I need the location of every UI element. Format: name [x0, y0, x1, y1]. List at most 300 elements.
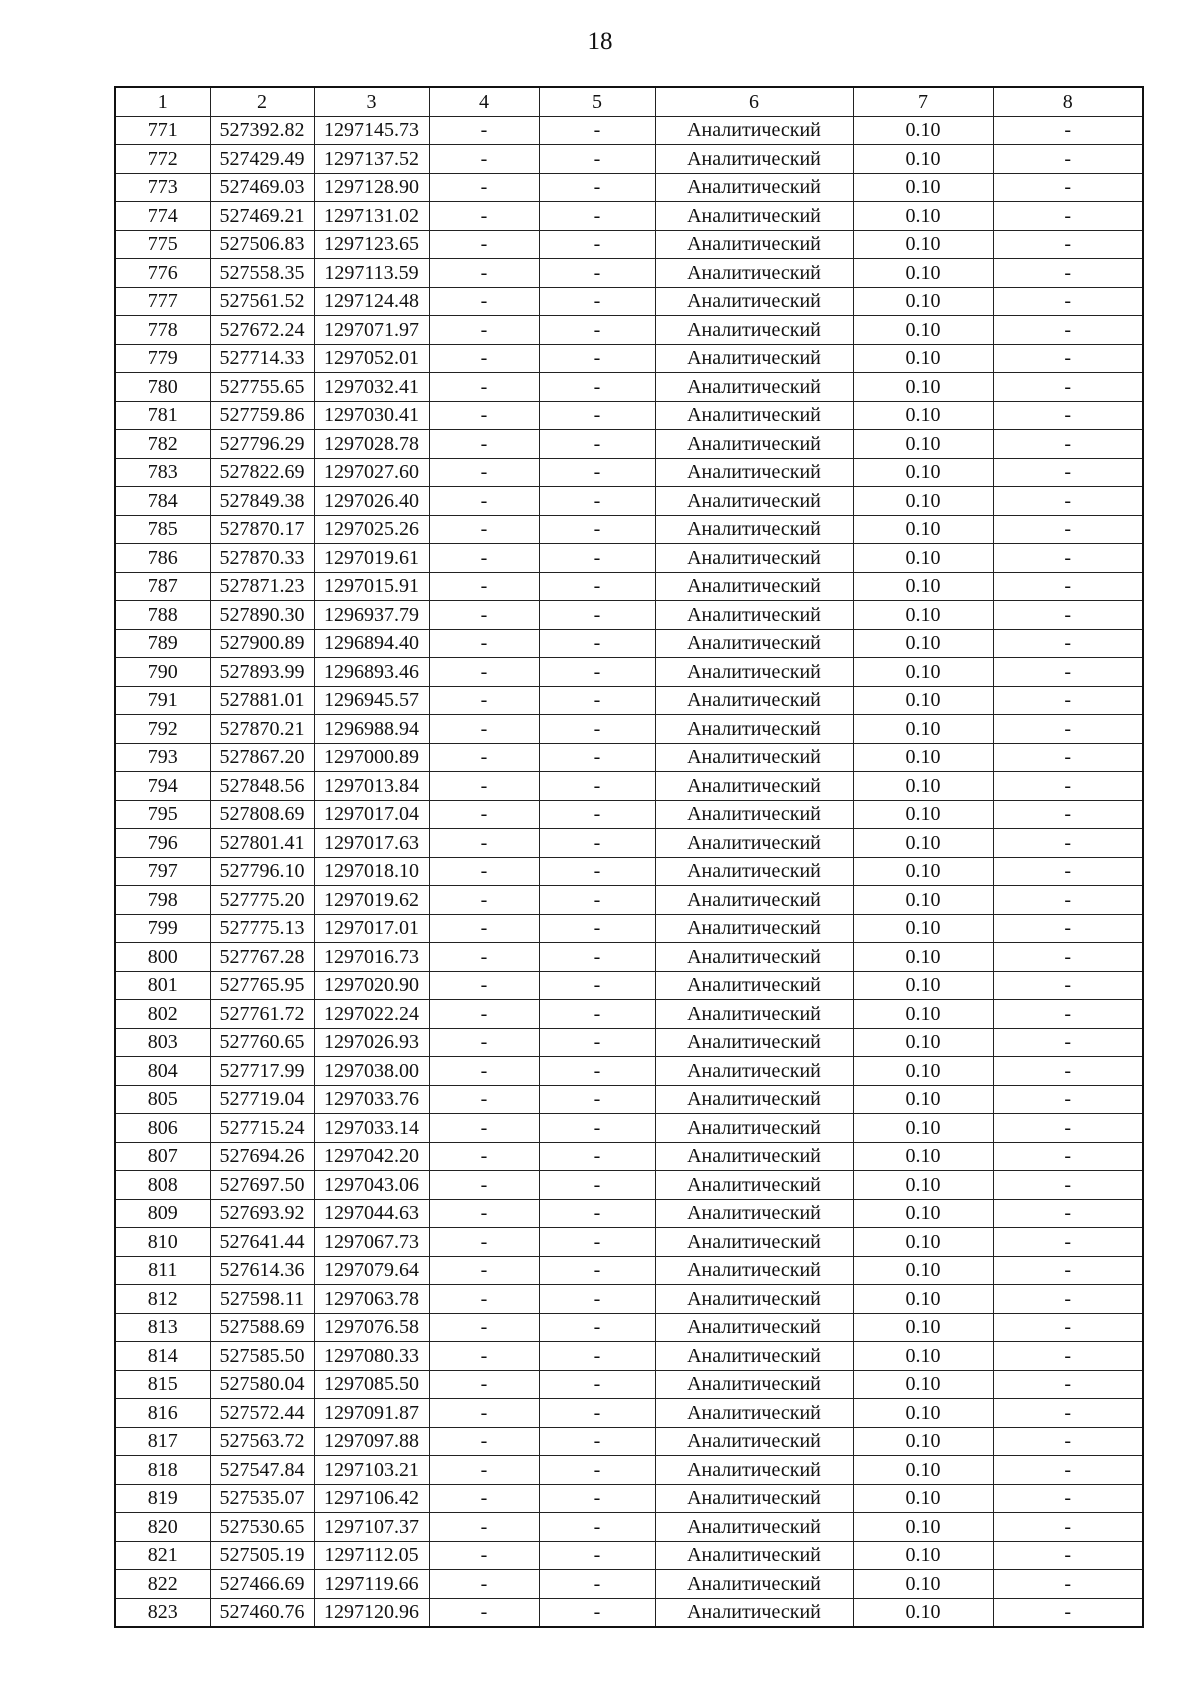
cell-col-x-coordinate: 527801.41 — [210, 829, 314, 858]
cell-col-method: Аналитический — [655, 715, 853, 744]
cell-col-accuracy: 0.10 — [853, 1228, 993, 1257]
cell-col-accuracy: 0.10 — [853, 886, 993, 915]
cell-col-accuracy: 0.10 — [853, 1256, 993, 1285]
table-row — [115, 1228, 1143, 1257]
cell-col-y-coordinate: 1297106.42 — [314, 1484, 429, 1513]
cell-col-4: - — [429, 259, 539, 288]
cell-col-x-coordinate: 527767.28 — [210, 943, 314, 972]
cell-col-x-coordinate: 527641.44 — [210, 1228, 314, 1257]
table-row — [115, 572, 1143, 601]
table-row — [115, 1199, 1143, 1228]
cell-col-x-coordinate: 527867.20 — [210, 743, 314, 772]
cell-col-8: - — [993, 401, 1143, 430]
cell-col-x-coordinate: 527822.69 — [210, 458, 314, 487]
table-row — [115, 1370, 1143, 1399]
cell-col-x-coordinate: 527796.29 — [210, 430, 314, 459]
table-row — [115, 1256, 1143, 1285]
cell-col-8: - — [993, 1313, 1143, 1342]
cell-col-y-coordinate: 1297027.60 — [314, 458, 429, 487]
cell-col-x-coordinate: 527870.17 — [210, 515, 314, 544]
cell-col-5: - — [539, 1570, 655, 1599]
cell-col-8: - — [993, 772, 1143, 801]
cell-col-8: - — [993, 430, 1143, 459]
cell-col-x-coordinate: 527505.19 — [210, 1541, 314, 1570]
table-row — [115, 230, 1143, 259]
cell-col-5: - — [539, 401, 655, 430]
cell-col-accuracy: 0.10 — [853, 1370, 993, 1399]
cell-col-point-number: 813 — [115, 1313, 210, 1342]
cell-col-x-coordinate: 527717.99 — [210, 1057, 314, 1086]
table-row — [115, 373, 1143, 402]
cell-col-4: - — [429, 857, 539, 886]
cell-col-5: - — [539, 230, 655, 259]
cell-col-method: Аналитический — [655, 1171, 853, 1200]
cell-col-x-coordinate: 527697.50 — [210, 1171, 314, 1200]
cell-col-y-coordinate: 1297015.91 — [314, 572, 429, 601]
cell-col-8: - — [993, 743, 1143, 772]
cell-col-8: - — [993, 800, 1143, 829]
cell-col-point-number: 804 — [115, 1057, 210, 1086]
table-row — [115, 715, 1143, 744]
cell-col-accuracy: 0.10 — [853, 344, 993, 373]
cell-col-point-number: 789 — [115, 629, 210, 658]
cell-col-x-coordinate: 527719.04 — [210, 1085, 314, 1114]
cell-col-x-coordinate: 527849.38 — [210, 487, 314, 516]
cell-col-8: - — [993, 1484, 1143, 1513]
table-row — [115, 287, 1143, 316]
cell-col-accuracy: 0.10 — [853, 971, 993, 1000]
cell-col-5: - — [539, 572, 655, 601]
cell-col-accuracy: 0.10 — [853, 173, 993, 202]
cell-col-method: Аналитический — [655, 373, 853, 402]
cell-col-point-number: 816 — [115, 1399, 210, 1428]
cell-col-y-coordinate: 1297145.73 — [314, 116, 429, 145]
cell-col-y-coordinate: 1296893.46 — [314, 658, 429, 687]
cell-col-8: - — [993, 373, 1143, 402]
cell-col-point-number: 776 — [115, 259, 210, 288]
cell-col-accuracy: 0.10 — [853, 487, 993, 516]
table-row — [115, 743, 1143, 772]
cell-col-accuracy: 0.10 — [853, 800, 993, 829]
cell-col-method: Аналитический — [655, 202, 853, 231]
cell-col-4: - — [429, 1598, 539, 1627]
cell-col-point-number: 806 — [115, 1114, 210, 1143]
cell-col-4: - — [429, 373, 539, 402]
cell-col-accuracy: 0.10 — [853, 1057, 993, 1086]
cell-col-4: - — [429, 829, 539, 858]
cell-col-y-coordinate: 1297103.21 — [314, 1456, 429, 1485]
cell-col-x-coordinate: 527535.07 — [210, 1484, 314, 1513]
table-row — [115, 1598, 1143, 1627]
cell-col-method: Аналитический — [655, 1228, 853, 1257]
cell-col-x-coordinate: 527614.36 — [210, 1256, 314, 1285]
cell-col-method: Аналитический — [655, 1142, 853, 1171]
cell-col-8: - — [993, 715, 1143, 744]
cell-col-8: - — [993, 230, 1143, 259]
cell-col-5: - — [539, 116, 655, 145]
cell-col-4: - — [429, 1199, 539, 1228]
cell-col-y-coordinate: 1297000.89 — [314, 743, 429, 772]
cell-col-accuracy: 0.10 — [853, 1342, 993, 1371]
cell-col-4: - — [429, 487, 539, 516]
cell-col-4: - — [429, 1028, 539, 1057]
cell-col-4: - — [429, 772, 539, 801]
cell-col-5: - — [539, 1484, 655, 1513]
cell-col-point-number: 820 — [115, 1513, 210, 1542]
cell-col-4: - — [429, 1313, 539, 1342]
cell-col-y-coordinate: 1297076.58 — [314, 1313, 429, 1342]
cell-col-method: Аналитический — [655, 1114, 853, 1143]
cell-col-8: - — [993, 259, 1143, 288]
cell-col-x-coordinate: 527588.69 — [210, 1313, 314, 1342]
cell-col-accuracy: 0.10 — [853, 230, 993, 259]
cell-col-y-coordinate: 1297091.87 — [314, 1399, 429, 1428]
cell-col-method: Аналитический — [655, 344, 853, 373]
cell-col-accuracy: 0.10 — [853, 401, 993, 430]
cell-col-accuracy: 0.10 — [853, 1114, 993, 1143]
cell-col-method: Аналитический — [655, 1057, 853, 1086]
cell-col-8: - — [993, 1114, 1143, 1143]
cell-col-x-coordinate: 527755.65 — [210, 373, 314, 402]
cell-col-point-number: 777 — [115, 287, 210, 316]
table-row — [115, 943, 1143, 972]
cell-col-point-number: 807 — [115, 1142, 210, 1171]
cell-col-accuracy: 0.10 — [853, 458, 993, 487]
cell-col-4: - — [429, 686, 539, 715]
cell-col-x-coordinate: 527563.72 — [210, 1427, 314, 1456]
cell-col-5: - — [539, 914, 655, 943]
cell-col-accuracy: 0.10 — [853, 1199, 993, 1228]
cell-col-4: - — [429, 572, 539, 601]
cell-col-4: - — [429, 401, 539, 430]
cell-col-4: - — [429, 971, 539, 1000]
cell-col-x-coordinate: 527672.24 — [210, 316, 314, 345]
table-row — [115, 1142, 1143, 1171]
cell-col-y-coordinate: 1297020.90 — [314, 971, 429, 1000]
table-row — [115, 1085, 1143, 1114]
cell-col-8: - — [993, 829, 1143, 858]
cell-col-point-number: 810 — [115, 1228, 210, 1257]
table-row — [115, 401, 1143, 430]
cell-col-4: - — [429, 800, 539, 829]
cell-col-method: Аналитический — [655, 943, 853, 972]
cell-col-point-number: 799 — [115, 914, 210, 943]
table-row — [115, 800, 1143, 829]
cell-col-point-number: 808 — [115, 1171, 210, 1200]
table-row — [115, 1570, 1143, 1599]
cell-col-accuracy: 0.10 — [853, 857, 993, 886]
cell-col-5: - — [539, 458, 655, 487]
cell-col-8: - — [993, 202, 1143, 231]
header-col-y-coordinate: 3 — [314, 87, 429, 116]
cell-col-accuracy: 0.10 — [853, 316, 993, 345]
cell-col-4: - — [429, 1427, 539, 1456]
cell-col-accuracy: 0.10 — [853, 1285, 993, 1314]
table-row — [115, 259, 1143, 288]
table-header — [115, 87, 1143, 116]
cell-col-x-coordinate: 527598.11 — [210, 1285, 314, 1314]
cell-col-method: Аналитический — [655, 1484, 853, 1513]
table-row — [115, 316, 1143, 345]
cell-col-5: - — [539, 1142, 655, 1171]
cell-col-y-coordinate: 1297030.41 — [314, 401, 429, 430]
page-number: 18 — [587, 28, 613, 55]
cell-col-x-coordinate: 527870.21 — [210, 715, 314, 744]
cell-col-8: - — [993, 344, 1143, 373]
cell-col-8: - — [993, 1171, 1143, 1200]
cell-col-point-number: 793 — [115, 743, 210, 772]
cell-col-x-coordinate: 527848.56 — [210, 772, 314, 801]
table-row — [115, 202, 1143, 231]
cell-col-point-number: 794 — [115, 772, 210, 801]
cell-col-method: Аналитический — [655, 772, 853, 801]
cell-col-method: Аналитический — [655, 259, 853, 288]
cell-col-method: Аналитический — [655, 1370, 853, 1399]
cell-col-accuracy: 0.10 — [853, 116, 993, 145]
cell-col-accuracy: 0.10 — [853, 202, 993, 231]
cell-col-y-coordinate: 1297107.37 — [314, 1513, 429, 1542]
cell-col-5: - — [539, 743, 655, 772]
cell-col-y-coordinate: 1296894.40 — [314, 629, 429, 658]
cell-col-point-number: 801 — [115, 971, 210, 1000]
table-row — [115, 1000, 1143, 1029]
cell-col-5: - — [539, 1598, 655, 1627]
cell-col-8: - — [993, 914, 1143, 943]
cell-col-8: - — [993, 1285, 1143, 1314]
cell-col-y-coordinate: 1297067.73 — [314, 1228, 429, 1257]
cell-col-x-coordinate: 527765.95 — [210, 971, 314, 1000]
cell-col-accuracy: 0.10 — [853, 1456, 993, 1485]
cell-col-accuracy: 0.10 — [853, 914, 993, 943]
cell-col-accuracy: 0.10 — [853, 1028, 993, 1057]
cell-col-4: - — [429, 914, 539, 943]
cell-col-accuracy: 0.10 — [853, 145, 993, 174]
cell-col-8: - — [993, 487, 1143, 516]
cell-col-4: - — [429, 515, 539, 544]
cell-col-method: Аналитический — [655, 1427, 853, 1456]
cell-col-method: Аналитический — [655, 1342, 853, 1371]
cell-col-point-number: 800 — [115, 943, 210, 972]
cell-col-5: - — [539, 373, 655, 402]
cell-col-method: Аналитический — [655, 316, 853, 345]
cell-col-8: - — [993, 943, 1143, 972]
table-row — [115, 430, 1143, 459]
cell-col-5: - — [539, 1313, 655, 1342]
cell-col-5: - — [539, 943, 655, 972]
cell-col-5: - — [539, 1057, 655, 1086]
cell-col-method: Аналитический — [655, 145, 853, 174]
cell-col-5: - — [539, 1541, 655, 1570]
cell-col-x-coordinate: 527760.65 — [210, 1028, 314, 1057]
cell-col-y-coordinate: 1297017.04 — [314, 800, 429, 829]
cell-col-8: - — [993, 1427, 1143, 1456]
cell-col-4: - — [429, 1171, 539, 1200]
cell-col-4: - — [429, 1057, 539, 1086]
cell-col-point-number: 818 — [115, 1456, 210, 1485]
cell-col-point-number: 802 — [115, 1000, 210, 1029]
cell-col-point-number: 814 — [115, 1342, 210, 1371]
cell-col-y-coordinate: 1297032.41 — [314, 373, 429, 402]
cell-col-point-number: 822 — [115, 1570, 210, 1599]
cell-col-4: - — [429, 116, 539, 145]
header-col-method: 6 — [655, 87, 853, 116]
cell-col-5: - — [539, 202, 655, 231]
cell-col-point-number: 811 — [115, 1256, 210, 1285]
table-row — [115, 686, 1143, 715]
cell-col-8: - — [993, 886, 1143, 915]
cell-col-method: Аналитический — [655, 1399, 853, 1428]
cell-col-4: - — [429, 1570, 539, 1599]
cell-col-4: - — [429, 202, 539, 231]
cell-col-5: - — [539, 430, 655, 459]
cell-col-accuracy: 0.10 — [853, 1484, 993, 1513]
cell-col-point-number: 784 — [115, 487, 210, 516]
cell-col-x-coordinate: 527775.20 — [210, 886, 314, 915]
table-row — [115, 116, 1143, 145]
cell-col-4: - — [429, 1000, 539, 1029]
cell-col-5: - — [539, 173, 655, 202]
cell-col-method: Аналитический — [655, 1541, 853, 1570]
table-row — [115, 971, 1143, 1000]
cell-col-4: - — [429, 1370, 539, 1399]
cell-col-y-coordinate: 1297038.00 — [314, 1057, 429, 1086]
cell-col-point-number: 819 — [115, 1484, 210, 1513]
cell-col-5: - — [539, 857, 655, 886]
cell-col-x-coordinate: 527469.21 — [210, 202, 314, 231]
cell-col-8: - — [993, 572, 1143, 601]
cell-col-point-number: 805 — [115, 1085, 210, 1114]
cell-col-point-number: 823 — [115, 1598, 210, 1627]
cell-col-method: Аналитический — [655, 743, 853, 772]
table-row — [115, 1427, 1143, 1456]
cell-col-y-coordinate: 1297128.90 — [314, 173, 429, 202]
table-row — [115, 857, 1143, 886]
cell-col-5: - — [539, 1171, 655, 1200]
cell-col-8: - — [993, 971, 1143, 1000]
cell-col-method: Аналитический — [655, 800, 853, 829]
cell-col-x-coordinate: 527392.82 — [210, 116, 314, 145]
cell-col-x-coordinate: 527796.10 — [210, 857, 314, 886]
cell-col-8: - — [993, 1598, 1143, 1627]
cell-col-method: Аналитический — [655, 686, 853, 715]
cell-col-point-number: 796 — [115, 829, 210, 858]
cell-col-4: - — [429, 1399, 539, 1428]
cell-col-5: - — [539, 1114, 655, 1143]
cell-col-y-coordinate: 1297019.61 — [314, 544, 429, 573]
cell-col-y-coordinate: 1296988.94 — [314, 715, 429, 744]
cell-col-x-coordinate: 527870.33 — [210, 544, 314, 573]
cell-col-y-coordinate: 1297123.65 — [314, 230, 429, 259]
cell-col-5: - — [539, 1085, 655, 1114]
cell-col-4: - — [429, 1256, 539, 1285]
table-row — [115, 344, 1143, 373]
cell-col-8: - — [993, 458, 1143, 487]
cell-col-point-number: 791 — [115, 686, 210, 715]
table-row — [115, 1513, 1143, 1542]
table-row — [115, 1456, 1143, 1485]
cell-col-y-coordinate: 1296945.57 — [314, 686, 429, 715]
cell-col-method: Аналитический — [655, 515, 853, 544]
cell-col-4: - — [429, 344, 539, 373]
cell-col-accuracy: 0.10 — [853, 1598, 993, 1627]
cell-col-accuracy: 0.10 — [853, 544, 993, 573]
cell-col-8: - — [993, 1541, 1143, 1570]
cell-col-point-number: 798 — [115, 886, 210, 915]
cell-col-accuracy: 0.10 — [853, 373, 993, 402]
cell-col-method: Аналитический — [655, 401, 853, 430]
cell-col-accuracy: 0.10 — [853, 943, 993, 972]
cell-col-8: - — [993, 1228, 1143, 1257]
cell-col-4: - — [429, 430, 539, 459]
cell-col-4: - — [429, 287, 539, 316]
cell-col-point-number: 795 — [115, 800, 210, 829]
cell-col-y-coordinate: 1297043.06 — [314, 1171, 429, 1200]
cell-col-accuracy: 0.10 — [853, 1085, 993, 1114]
cell-col-accuracy: 0.10 — [853, 658, 993, 687]
cell-col-5: - — [539, 1456, 655, 1485]
cell-col-y-coordinate: 1297016.73 — [314, 943, 429, 972]
cell-col-point-number: 792 — [115, 715, 210, 744]
cell-col-x-coordinate: 527775.13 — [210, 914, 314, 943]
cell-col-accuracy: 0.10 — [853, 1513, 993, 1542]
cell-col-x-coordinate: 527808.69 — [210, 800, 314, 829]
cell-col-4: - — [429, 658, 539, 687]
cell-col-5: - — [539, 1228, 655, 1257]
cell-col-8: - — [993, 173, 1143, 202]
header-col-accuracy: 7 — [853, 87, 993, 116]
cell-col-5: - — [539, 145, 655, 174]
cell-col-y-coordinate: 1297018.10 — [314, 857, 429, 886]
cell-col-point-number: 821 — [115, 1541, 210, 1570]
header-col-4: 4 — [429, 87, 539, 116]
cell-col-accuracy: 0.10 — [853, 772, 993, 801]
cell-col-x-coordinate: 527890.30 — [210, 601, 314, 630]
cell-col-8: - — [993, 316, 1143, 345]
cell-col-point-number: 781 — [115, 401, 210, 430]
cell-col-5: - — [539, 1256, 655, 1285]
cell-col-4: - — [429, 1456, 539, 1485]
cell-col-5: - — [539, 287, 655, 316]
cell-col-4: - — [429, 173, 539, 202]
table-row — [115, 515, 1143, 544]
cell-col-x-coordinate: 527561.52 — [210, 287, 314, 316]
cell-col-5: - — [539, 658, 655, 687]
cell-col-8: - — [993, 1199, 1143, 1228]
cell-col-4: - — [429, 458, 539, 487]
cell-col-y-coordinate: 1297120.96 — [314, 1598, 429, 1627]
cell-col-method: Аналитический — [655, 1028, 853, 1057]
table-row — [115, 1313, 1143, 1342]
cell-col-method: Аналитический — [655, 1199, 853, 1228]
cell-col-5: - — [539, 886, 655, 915]
header-col-5: 5 — [539, 87, 655, 116]
cell-col-5: - — [539, 971, 655, 1000]
cell-col-point-number: 775 — [115, 230, 210, 259]
cell-col-4: - — [429, 544, 539, 573]
cell-col-5: - — [539, 1285, 655, 1314]
cell-col-x-coordinate: 527693.92 — [210, 1199, 314, 1228]
cell-col-y-coordinate: 1297137.52 — [314, 145, 429, 174]
cell-col-x-coordinate: 527580.04 — [210, 1370, 314, 1399]
cell-col-point-number: 817 — [115, 1427, 210, 1456]
cell-col-5: - — [539, 1513, 655, 1542]
cell-col-point-number: 815 — [115, 1370, 210, 1399]
cell-col-point-number: 788 — [115, 601, 210, 630]
cell-col-5: - — [539, 1028, 655, 1057]
cell-col-method: Аналитический — [655, 857, 853, 886]
cell-col-x-coordinate: 527469.03 — [210, 173, 314, 202]
cell-col-8: - — [993, 1057, 1143, 1086]
